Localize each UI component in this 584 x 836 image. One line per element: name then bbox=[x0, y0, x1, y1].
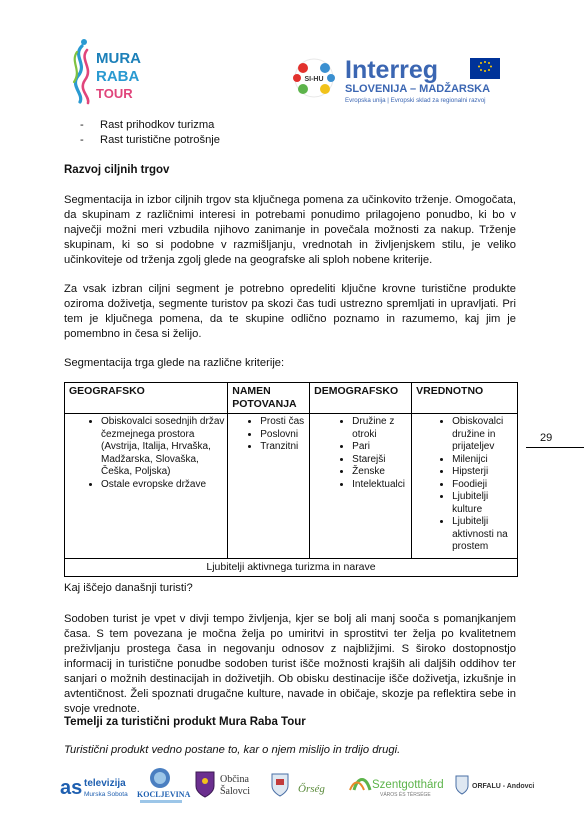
kocljevina-logo bbox=[137, 768, 191, 803]
interreg-logo bbox=[290, 50, 530, 110]
footer-partner-logos bbox=[58, 766, 538, 810]
paragraph: Segmentacija trga glede na različne kriterije: bbox=[64, 357, 285, 369]
szent-sub: VÁROS ÉS TÉRSÉGE bbox=[380, 792, 431, 798]
orseg-logo bbox=[298, 783, 325, 795]
list-item: • Ljubitelji aktivnosti na prostem bbox=[452, 516, 515, 554]
orfalu-crest-icon bbox=[456, 776, 468, 794]
column-header-namen: NAMEN POTOVANJA bbox=[228, 383, 310, 414]
intro-bullet-list bbox=[80, 118, 220, 148]
list-item: • Poslovni bbox=[260, 429, 307, 442]
italic-quote: Turistični produkt vedno postane to, kar o njem mislijo in trdijo drugi. bbox=[64, 744, 401, 756]
coat-of-arms-logo bbox=[272, 774, 288, 796]
page-number: 29 bbox=[540, 432, 553, 444]
list-item: • Ostale evropske države bbox=[101, 479, 225, 492]
list-item: • Intelektualci bbox=[352, 479, 409, 492]
cell-demografsko bbox=[310, 414, 412, 559]
orfalu-logo bbox=[456, 776, 534, 794]
orseg-text: Őrség bbox=[298, 783, 325, 795]
list-item: • Obiskovalci sosednjih držav čezmejnega prostora (Avstrija, Italija, Hrvaška, Madžarska, Slovaška, Češka, Poljska) bbox=[101, 416, 225, 479]
koc-subtitle-bar bbox=[140, 800, 182, 803]
cell-vrednotno bbox=[412, 414, 518, 559]
list-item: • Ljubitelji kulture bbox=[452, 491, 515, 516]
logo-text-raba: RABA bbox=[96, 68, 140, 85]
obcina-line1: Občina bbox=[220, 774, 249, 785]
cell-geografsko bbox=[65, 414, 228, 559]
interreg-name: Interreg bbox=[345, 56, 439, 84]
section-heading-product: Temelji za turistični produkt Mura Raba Tour bbox=[64, 716, 306, 728]
as-logo-icon: as bbox=[60, 777, 83, 799]
paragraph: Sodoben turist je vpet v divji tempo življenja, kjer se bolj ali manj sooča s pomanjkanjem časa. S tem povezana je močna želja po umiritvi in sprostitvi ter želja po kvalitetnem preživljanju prostega časa in negovanju odnosov z najbližjimi. S široko dostopnostjo informacij in turistične ponudbe sodoben turist išče možnosti krajših ali daljših oddihov ter sanjari o možnih destinacijah in doživetjih. Ob obisku destinacije išče doživetja, izkušnje in avtentičnost. Želi spoznati drugačne kulture, navade in običaje, skozje pa reflektira sebe in svoje vrednote. bbox=[64, 613, 516, 715]
tv-line1: televizija bbox=[84, 778, 126, 789]
televizija-logo bbox=[60, 777, 128, 799]
paragraph: Segmentacija in izbor ciljnih trgov sta ključnega pomena za učinkovito trženje. Omogočata, da skupinam z različnimi interesi in potrebami ponudimo prilagojeno ponudbo, ki bo v največji možni meri vzbudila njihovo zanimanje in povečala možnosti za nakup. Trženje skupinam, ki so si podobne v razmišljanju, vrednotah in življenjskem stilu, je veliko učinkoviteje od trženja zgolj glede na geografske ali sploh nobene kriterije. bbox=[64, 194, 516, 266]
table-header-row bbox=[65, 383, 518, 414]
column-header-demografsko: DEMOGRAFSKO bbox=[310, 383, 412, 414]
szentgotthard-logo bbox=[350, 779, 444, 798]
koc-name: KOCLJEVINA bbox=[137, 790, 191, 799]
obcina-salovci-logo bbox=[196, 772, 250, 797]
obcina-line2: Šalovci bbox=[220, 786, 250, 797]
badge-text: SI-HU bbox=[304, 76, 324, 83]
list-item: • Hipsterji bbox=[452, 466, 515, 479]
column-header-vrednotno: VREDNOTNO bbox=[412, 383, 518, 414]
list-item: • Pari bbox=[352, 441, 409, 454]
section-heading-target-markets: Razvoj ciljnih trgov bbox=[64, 164, 170, 176]
si-hu-badge-icon bbox=[293, 59, 335, 97]
section-question: Kaj iščejo današnji turisti? bbox=[64, 582, 193, 594]
column-header-geografsko: GEOGRAFSKO bbox=[65, 383, 228, 414]
interreg-program: SLOVENIJA – MADŽARSKA bbox=[345, 83, 491, 95]
list-item: • Prosti čas bbox=[260, 416, 307, 429]
paragraph: Za vsak izbran ciljni segment je potrebno opredeliti ključne krovne turistične produkte oziroma doživetja, segmente turistov pa skozi čas tudi ustrezno spremljati in upravljati. Pri tem je ključnega pomena, da te skupine odlično poznamo in razumemo, kaj jim je pomembno in česa si želijo. bbox=[64, 283, 516, 340]
list-item: • Obiskovalci družine in prijateljev bbox=[452, 416, 515, 454]
mura-raba-tour-logo bbox=[66, 36, 156, 106]
list-item: • Tranzitni bbox=[260, 441, 307, 454]
figure-icon bbox=[74, 39, 88, 103]
szent-name: Szentgotthárd bbox=[372, 779, 444, 791]
list-item: • Družine z otroki bbox=[352, 416, 409, 441]
list-item: - Rast turistične potrošnje bbox=[80, 133, 220, 148]
table-footer-row bbox=[65, 558, 518, 576]
list-item: • Foodieji bbox=[452, 479, 515, 492]
cell-namen bbox=[228, 414, 310, 559]
list-item: • Milenijci bbox=[452, 454, 515, 467]
interreg-tagline: Evropska unija | Evropski sklad za regionalni razvoj bbox=[345, 97, 486, 104]
eu-flag-icon bbox=[470, 58, 500, 79]
segmentation-table bbox=[64, 382, 518, 577]
logo-text-mura: MURA bbox=[96, 50, 141, 67]
table-footer-cell: Ljubitelji aktivnega turizma in narave bbox=[65, 558, 518, 576]
tv-line2: Murska Sobota bbox=[84, 791, 128, 798]
orfalu-text: ORFALU - Andovci bbox=[472, 783, 535, 790]
page-number-rule bbox=[526, 447, 584, 448]
list-item: • Starejši bbox=[352, 454, 409, 467]
table-row bbox=[65, 414, 518, 559]
crest-icon bbox=[196, 772, 214, 797]
logo-text-tour: TOUR bbox=[96, 86, 133, 101]
list-item: - Rast prihodkov turizma bbox=[80, 118, 220, 133]
list-item: • Ženske bbox=[352, 466, 409, 479]
